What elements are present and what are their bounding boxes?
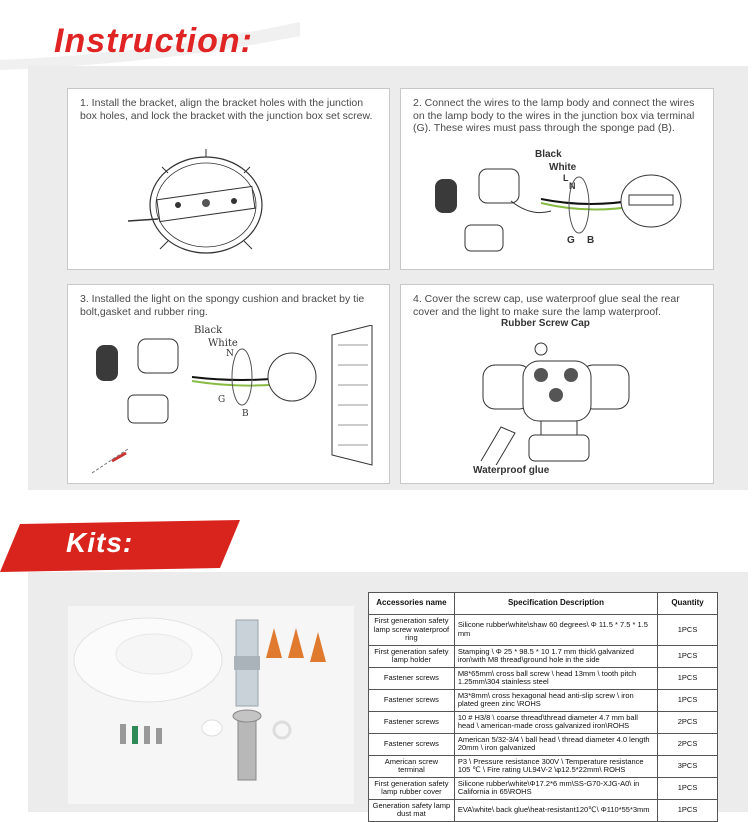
table-row [369,755,718,777]
label-l: L [563,173,569,183]
label-rubber-screw-cap: Rubber Screw Cap [501,318,590,329]
cell-name: Fastener screws [369,711,455,733]
header-specification: Specification Description [454,593,657,615]
table-row [369,711,718,733]
step-1-text: 1. Install the bracket, align the bracket holes with the junction box holes, and lock the bracket with the junction box set screw. [80,97,373,122]
cell-name: Generation safety lamp dust mat [369,799,455,821]
header-quantity: Quantity [658,593,718,615]
cell-name: Fastener screws [369,733,455,755]
step-4-text: 4. Cover the screw cap, use waterproof glue seal the rear cover and the light to make sure the lamp waterproof. [413,293,680,318]
bracket-junction-box-illustration [128,143,278,263]
label-g: G [567,235,575,246]
step-4-card [400,284,714,484]
cell-qty: 1PCS [658,645,718,667]
label-black-3: Black [194,325,223,336]
instruction-banner [0,14,300,70]
cell-qty: 2PCS [658,711,718,733]
label-n: N [569,181,576,191]
label-g-3: G [218,395,226,405]
label-n-3: N [226,349,234,359]
table-row [369,777,718,799]
cell-qty: 1PCS [658,777,718,799]
cell-qty: 1PCS [658,799,718,821]
header-accessories-name: Accessories name [369,593,455,615]
step-2-card [400,88,714,270]
cell-name: First generation safety lamp holder [369,645,455,667]
label-waterproof-glue: Waterproof glue [473,465,550,476]
kits-title: Kits: [66,527,134,558]
kit-photo [68,606,354,804]
cell-spec: M8*65mm\ cross ball screw \ head 13mm \ tooth pitch 1.25mm\304 stainless steel [454,667,657,689]
cell-spec: P3 \ Pressure resistance 300V \ Temperature resistance 105 ℃ \ Fire rating UL94V-2 \φ12.5*22mm\ ROHS [454,755,657,777]
cell-qty: 1PCS [658,689,718,711]
cell-spec: Silicone rubber\white\shaw 60 degrees\ Φ 11.5 * 7.5 * 1.5 mm [454,615,657,646]
cell-spec: M3*8mm\ cross hexagonal head anti-slip screw \ iron plated green zinc \ROHS [454,689,657,711]
step-3-card [67,284,390,484]
step-2-text: 2. Connect the wires to the lamp body and connect the wires on the lamp body to the wires in the junction box via terminal (G). These wires must pass through the sponge pad (B). [413,97,695,134]
cell-qty: 2PCS [658,733,718,755]
table-row [369,733,718,755]
label-white: White [549,162,577,173]
instruction-title: Instruction: [54,22,253,60]
cell-spec: Silicone rubber\white\Φ17.2*6 mm\SS-G70-XJG-A0\ in California in 65\ROHS [454,777,657,799]
label-white-3: White [208,338,238,349]
cell-spec: 10 # H3/8 \ coarse thread\thread diameter 4.7 mm ball head \ american-made cross galvanized iron\ROHS [454,711,657,733]
accessories-table [368,592,718,822]
lamp-front-illustration [471,335,651,465]
cell-qty: 1PCS [658,667,718,689]
step-1-card [67,88,390,270]
cell-name: First generation safety lamp screw waterproof ring [369,615,455,646]
cell-spec: EVA\white\ back glue\heat-resistant120℃\ Φ110*55*3mm [454,799,657,821]
cell-name: Fastener screws [369,667,455,689]
cell-qty: 1PCS [658,615,718,646]
cell-name: American screw terminal [369,755,455,777]
cell-spec: Stamping \ Φ 25 * 98.5 * 10 1.7 mm thick\ galvanized iron\with M8 thread\ground hole in the side [454,645,657,667]
wiring-illustration [431,161,701,261]
table-row [369,645,718,667]
cell-spec: American 5/32-3/4 \ ball head \ thread diameter 4.0 length 20mm \ iron galvanized [454,733,657,755]
mounting-illustration [92,325,382,475]
table-row [369,667,718,689]
kit-components-illustration [68,606,354,804]
table-row [369,615,718,646]
label-black: Black [535,149,562,160]
kits-banner [0,520,240,572]
label-b: B [587,235,595,246]
cell-qty: 3PCS [658,755,718,777]
cell-name: First generation safety lamp rubber cover [369,777,455,799]
cell-name: Fastener screws [369,689,455,711]
table-row [369,689,718,711]
step-3-text: 3. Installed the light on the spongy cushion and bracket by tie bolt,gasket and rubber ring. [80,293,365,318]
label-b-3: B [242,409,249,419]
table-row [369,799,718,821]
